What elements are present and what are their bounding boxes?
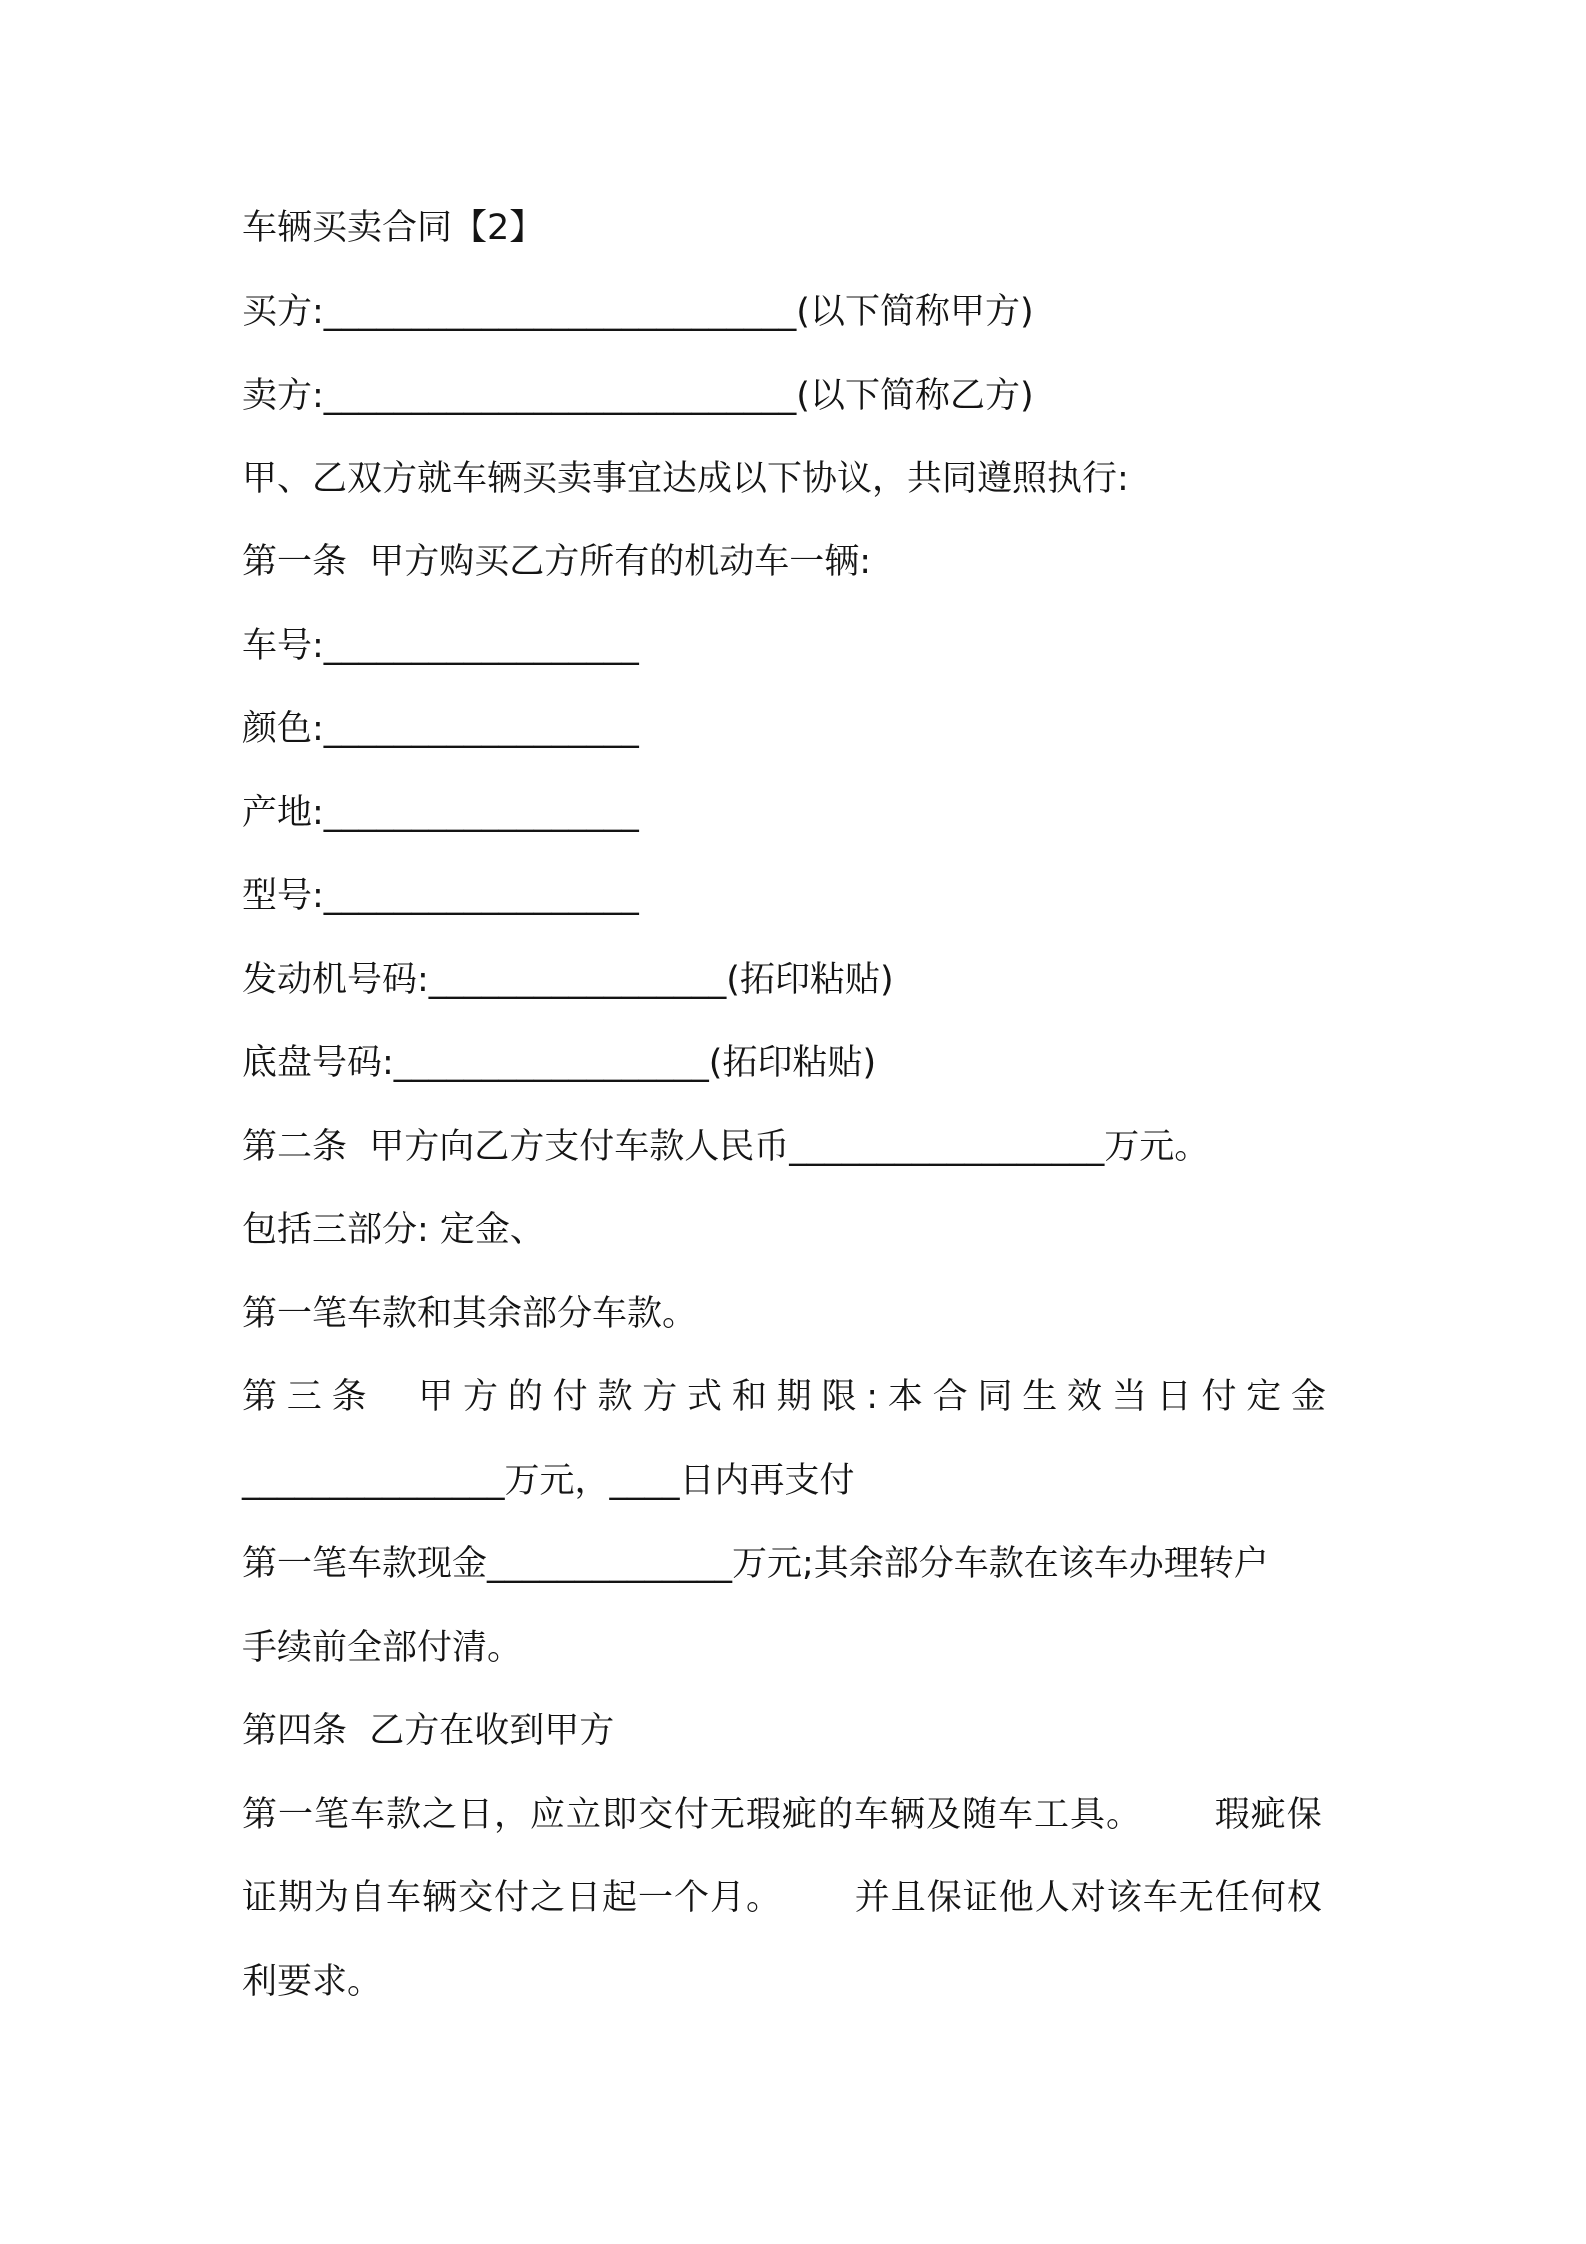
plate-number-line: 车号:__________________ [242,626,639,666]
buyer-line: 买方:___________________________(以下简称甲方) [242,292,1034,332]
article-1-heading: 第一条 甲方购买乙方所有的机动车一辆: [242,542,872,582]
seller-line: 卖方:___________________________(以下简称乙方) [242,376,1034,416]
agreement-intro: 甲、乙双方就车辆买卖事宜达成以下协议，共同遵照执行: [242,459,1129,499]
engine-number-line: 发动机号码:_________________(拓印粘贴) [242,960,894,1000]
article-3-cont-2: 第一笔车款现金______________万元;其余部分车款在该车办理转户 [242,1544,1269,1584]
article-4-text-1: 第一笔车款之日，应立即交付无瑕疵的车辆及随车工具。 瑕疵保 [242,1795,1323,1835]
article-4-heading: 第四条 乙方在收到甲方 [242,1711,615,1751]
origin-line: 产地:__________________ [242,793,639,833]
article-4-text-2: 证期为自车辆交付之日起一个月。 并且保证他人对该车无任何权 [242,1878,1323,1918]
article-3-text: 第三条 甲方的付款方式和期限:本合同生效当日付定金 [242,1377,1336,1417]
payment-parts-line: 包括三部分: 定金、 [242,1210,545,1250]
chassis-number-line: 底盘号码:__________________(拓印粘贴) [242,1043,877,1083]
document-title: 车辆买卖合同【2】 [242,208,545,248]
article-4-text-3: 利要求。 [242,1962,383,2002]
article-3-cont-3: 手续前全部付清。 [242,1628,523,1668]
model-line: 型号:__________________ [242,876,639,916]
payment-parts-cont: 第一笔车款和其余部分车款。 [242,1294,698,1334]
article-3-cont-1: _______________万元，____日内再支付 [242,1461,855,1501]
color-line: 颜色:__________________ [242,709,639,749]
article-2-text: 第二条 甲方向乙方支付车款人民币__________________万元。 [242,1127,1210,1167]
